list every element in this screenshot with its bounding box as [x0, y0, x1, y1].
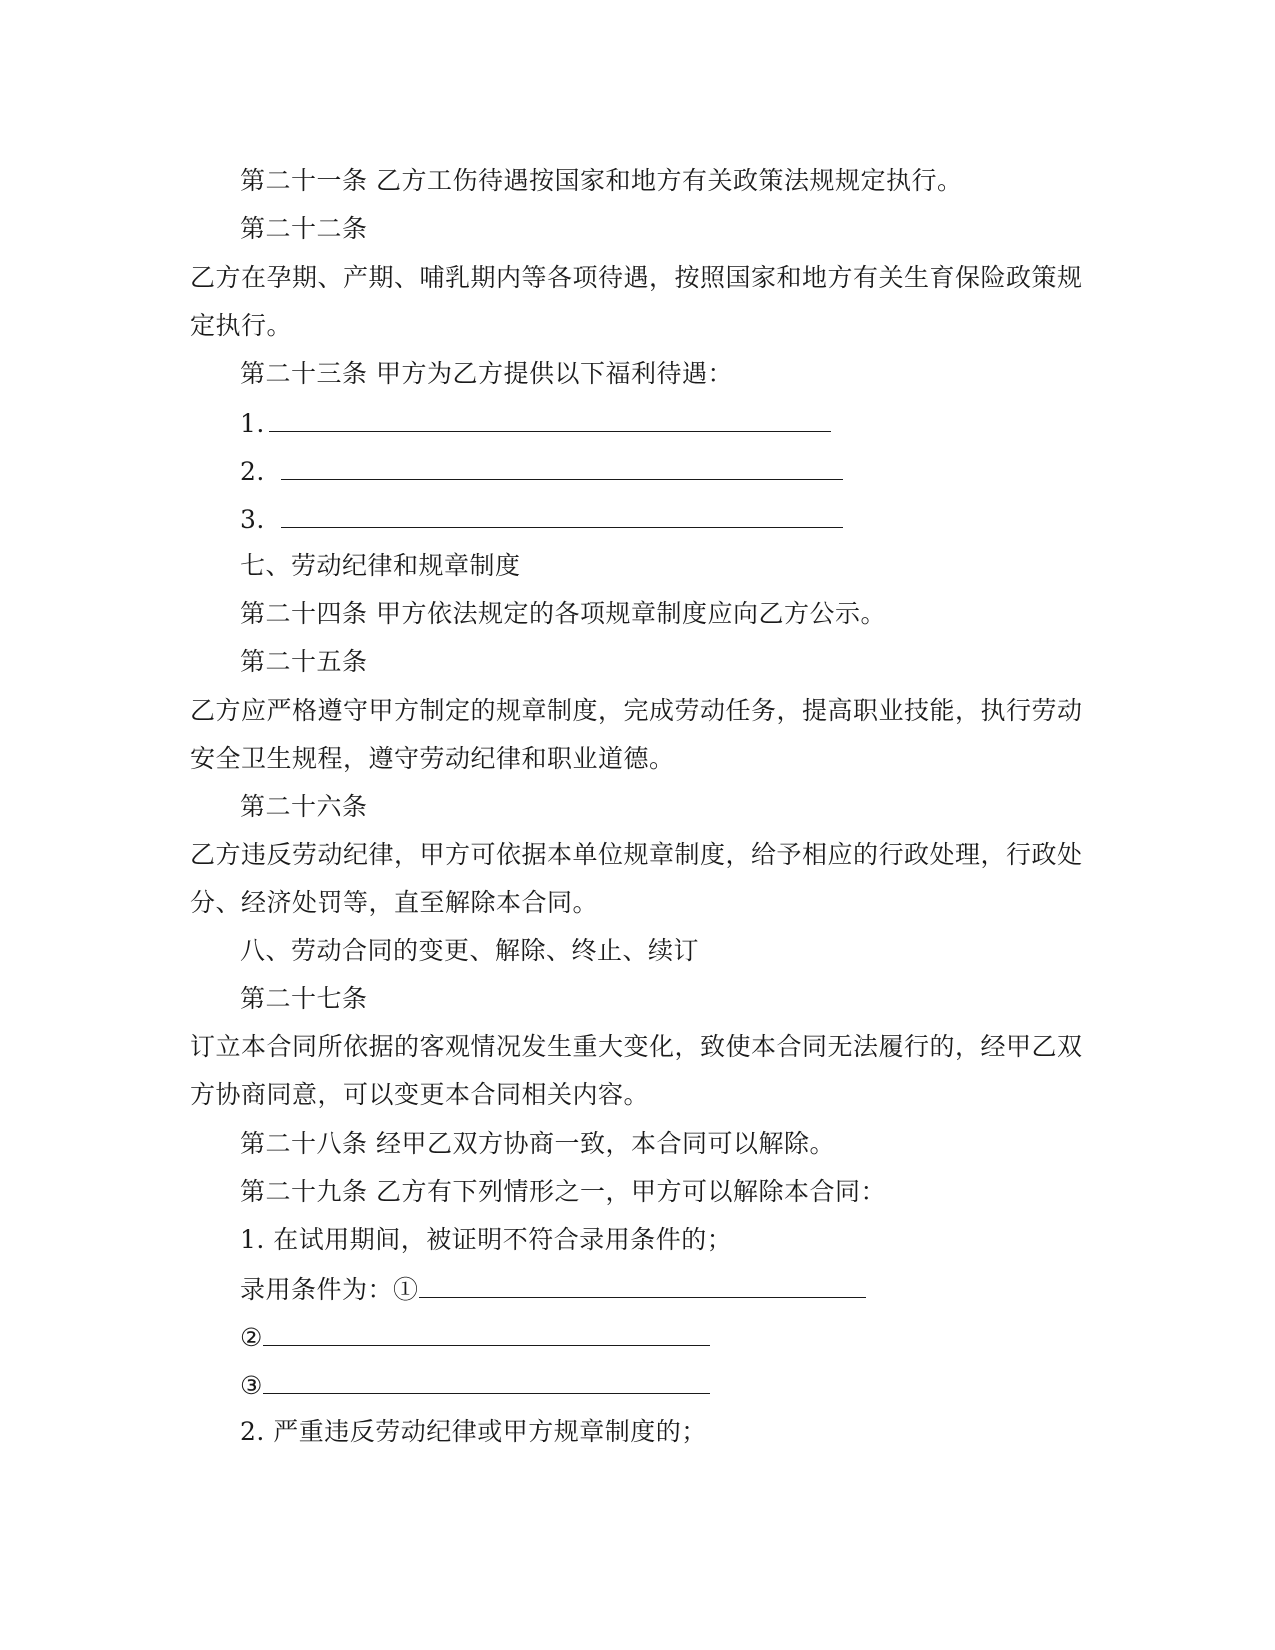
hiring-condition-3: [240, 1369, 710, 1401]
article-29: 第二十九条 乙方有下列情形之一，甲方可以解除本合同：: [240, 1177, 886, 1206]
article-22-heading: 第二十二条: [240, 214, 368, 243]
hiring-condition-1-blank: [419, 1273, 866, 1298]
article-26-text-line-1: 乙方违反劳动纪律，甲方可依据本单位规章制度，给予相应的行政处理，行政处: [190, 840, 1083, 869]
article-29-item-2: 2. 严重违反劳动纪律或甲方规章制度的；: [240, 1417, 707, 1446]
welfare-item-1-number: 1.: [240, 409, 265, 438]
section-8-heading: 八、劳动合同的变更、解除、终止、续订: [240, 936, 700, 965]
welfare-item-3-number: 3.: [240, 505, 265, 534]
welfare-item-1-blank: [269, 407, 831, 432]
article-28: 第二十八条 经甲乙双方协商一致，本合同可以解除。: [240, 1129, 835, 1158]
article-23: 第二十三条 甲方为乙方提供以下福利待遇：: [240, 359, 733, 388]
welfare-item-3: [240, 503, 843, 535]
welfare-item-2-blank: [281, 455, 843, 480]
hiring-condition-1: [240, 1273, 866, 1305]
article-25-text-line-1: 乙方应严格遵守甲方制定的规章制度，完成劳动任务，提高职业技能，执行劳动: [190, 696, 1083, 725]
hiring-condition-3-blank: [263, 1369, 710, 1394]
welfare-item-3-blank: [281, 503, 843, 528]
hiring-condition-1-label: 录用条件为：①: [240, 1275, 419, 1304]
welfare-item-2-number: 2.: [240, 457, 265, 486]
welfare-item-1: [240, 407, 831, 439]
hiring-condition-3-label: ③: [240, 1371, 263, 1400]
hiring-condition-2-blank: [263, 1321, 710, 1346]
article-27-text-line-1: 订立本合同所依据的客观情况发生重大变化，致使本合同无法履行的，经甲乙双: [190, 1032, 1083, 1061]
section-7-heading: 七、劳动纪律和规章制度: [240, 551, 521, 580]
article-27-text-line-2: 方协商同意，可以变更本合同相关内容。: [190, 1080, 650, 1109]
article-27-heading: 第二十七条: [240, 984, 368, 1013]
article-22-text-line-2: 定执行。: [190, 311, 293, 340]
hiring-condition-2-label: ②: [240, 1323, 263, 1352]
welfare-item-2: [240, 455, 843, 487]
article-26-heading: 第二十六条: [240, 792, 368, 821]
article-25-heading: 第二十五条: [240, 647, 368, 676]
article-24: 第二十四条 甲方依法规定的各项规章制度应向乙方公示。: [240, 599, 886, 628]
article-21: 第二十一条 乙方工伤待遇按国家和地方有关政策法规规定执行。: [240, 166, 963, 195]
hiring-condition-2: [240, 1321, 710, 1353]
article-26-text-line-2: 分、经济处罚等，直至解除本合同。: [190, 888, 599, 917]
article-29-item-1: 1. 在试用期间，被证明不符合录用条件的；: [240, 1225, 733, 1254]
article-22-text-line-1: 乙方在孕期、产期、哺乳期内等各项待遇，按照国家和地方有关生育保险政策规: [190, 263, 1083, 292]
article-25-text-line-2: 安全卫生规程，遵守劳动纪律和职业道德。: [190, 744, 675, 773]
